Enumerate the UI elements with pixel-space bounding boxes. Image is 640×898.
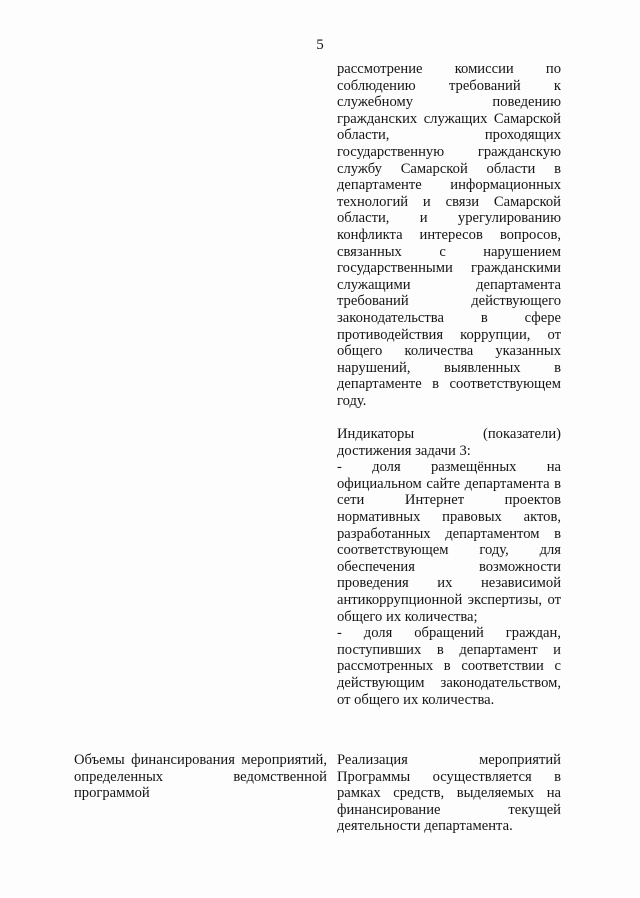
indicators-column (337, 61, 561, 708)
indicator-text-continuation: рассмотрение комиссии по соблюдению требований к служебному поведению гражданских служащих Самарской области, проходящих государственную гражданскую службу Самарской области в департаменте информационных технологий и связи Самарской области, и урегулированию конфликта интересов вопросов, связанных с нарушением государственными гражданскими служащими департамента требований действующего законодательства в сфере противодействия коррупции, от общего количества указанных нарушений, выявленных в департаменте в соответствующем году. (337, 61, 561, 409)
page-number: 5 (316, 37, 324, 53)
paragraph-gap (337, 409, 561, 426)
funding-label: Объемы финансирования мероприятий, определенных ведомственной программой (74, 752, 327, 802)
task3-item-2: - доля обращений граждан, поступивших в департамент и рассмотренных в соответствии с действующим законодательством, от общего их количества. (337, 625, 561, 708)
task3-heading: Индикаторы (показатели) достижения задачи 3: (337, 426, 561, 459)
task3-item-1: - доля размещённых на официальном сайте департамента в сети Интернет проектов нормативных правовых актов, разработанных департаментом в соответствующем году, для обеспечения возможности проведения их независимой антикоррупционной экспертизы, от общего их количества; (337, 459, 561, 625)
funding-text: Реализация мероприятий Программы осуществляется в рамках средств, выделяемых на финансирование текущей деятельности департамента. (337, 752, 561, 835)
